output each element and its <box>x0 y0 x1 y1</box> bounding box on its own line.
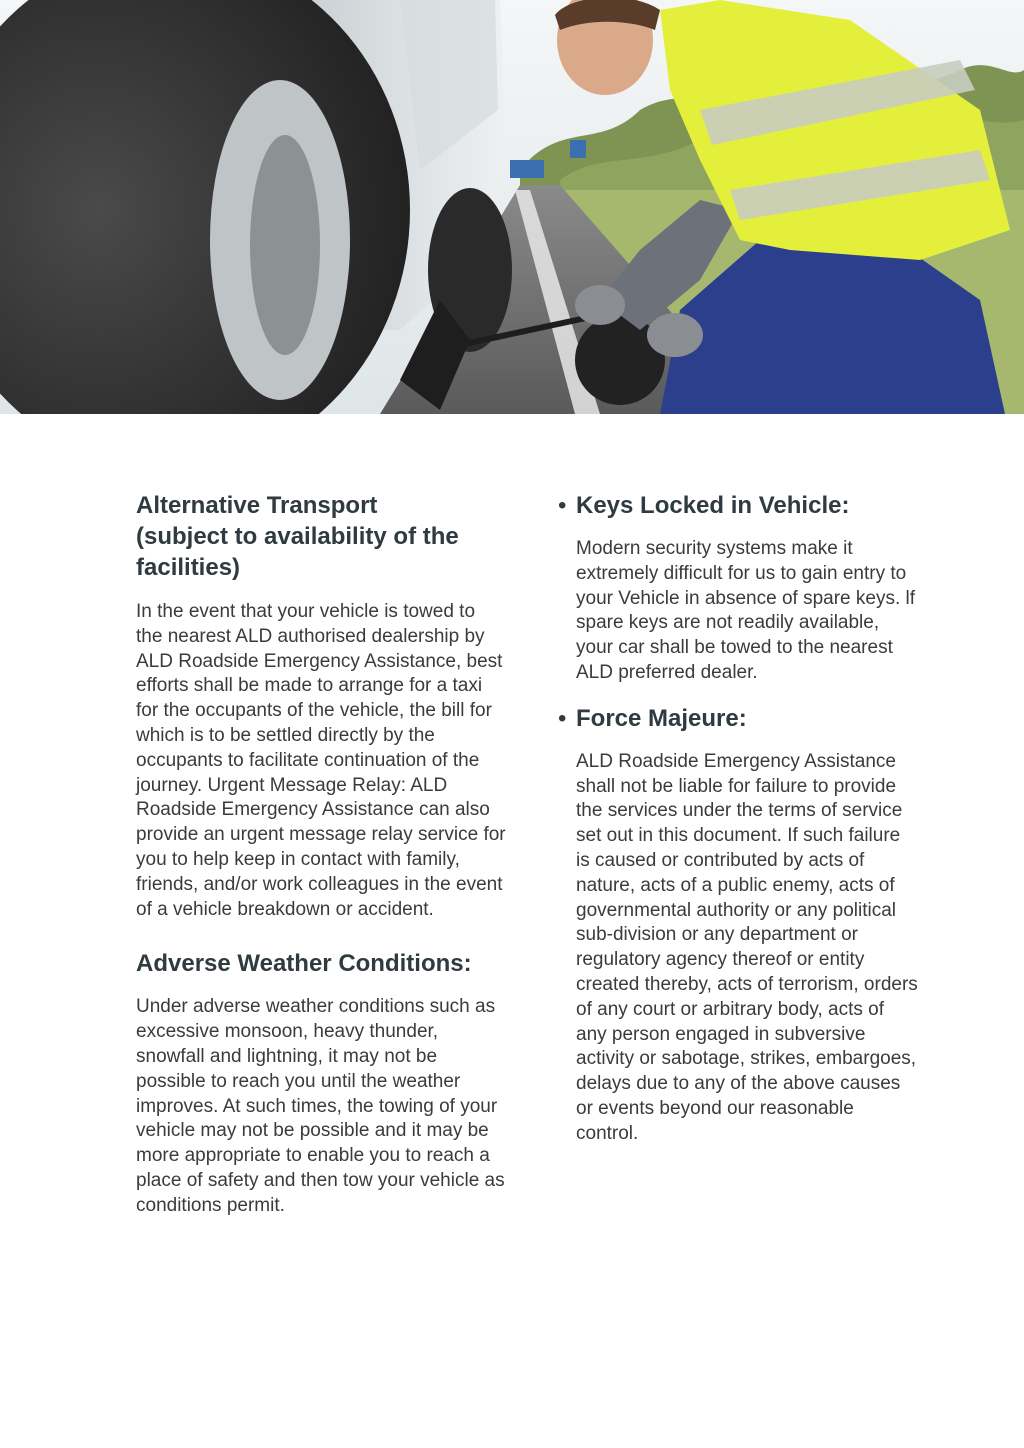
front-tyre <box>0 0 410 414</box>
alternative-transport-heading: Alternative Transport (subject to availability of the facilities) <box>136 492 459 581</box>
force-majeure-heading-row <box>558 703 918 734</box>
hero-photo <box>0 0 1024 414</box>
glove-left <box>575 285 625 325</box>
road-sign-small <box>570 140 586 158</box>
bullet-icon: • <box>558 704 567 732</box>
roadside-tyre-change-illustration <box>0 0 1024 414</box>
alternative-transport-body: In the event that your vehicle is towed to the nearest ALD authorised dealership by ALD Roadside Emergency Assistance, best efforts shall be made to arrange for a taxi for the occupants of the vehicle, the bill for which is to be settled directly by the occupants to facilitate continuation of the journey. Urgent Message Relay: ALD Roadside Emergency Assistance can also provide an urgent message relay service for you to help keep in contact with family, friends, and/or work colleagues in the event of a vehicle breakdown or accident. <box>136 601 506 920</box>
road-sign <box>510 160 544 178</box>
force-majeure-body: ALD Roadside Emergency Assistance shall not be liable for failure to provide the services under the terms of service set out in this document. If such failure is caused or contributed by acts of nature, acts of a public enemy, acts of governmental authority or any political sub-division or any department or regulatory agency thereof or entity created thereby, acts of terrorism, orders of any court or arbitrary body, acts of any person engaged in subversive activity or sabotage, strikes, embargoes, delays due to any of the above causes or events beyond our reasonable control. <box>576 750 918 1144</box>
force-majeure-heading: Force Majeure: <box>576 704 747 732</box>
keys-locked-heading: Keys Locked in Vehicle: <box>576 492 850 519</box>
right-column <box>558 490 918 1147</box>
adverse-weather-body: Under adverse weather conditions such as excessive monsoon, heavy thunder, snowfall and lightning, it may not be possible to reach you until the weather improves. At such times, the towing of your vehicle may not be possible and it may be more appropriate to enable you to reach a place of safety and then tow your vehicle as conditions permit. <box>136 996 505 1216</box>
keys-locked-body: Modern security systems make it extremely difficult for us to gain entry to your Vehicle in absence of spare keys. lf spare keys are not readily available, your car shall be towed to the nearest ALD preferred dealer. <box>576 538 916 683</box>
keys-locked-heading-row <box>558 490 918 521</box>
wheel-hub <box>250 135 320 355</box>
bullet-icon: • <box>558 492 567 519</box>
adverse-weather-heading: Adverse Weather Conditions: <box>136 950 472 978</box>
glove-right <box>647 313 703 357</box>
left-column <box>136 490 506 1219</box>
